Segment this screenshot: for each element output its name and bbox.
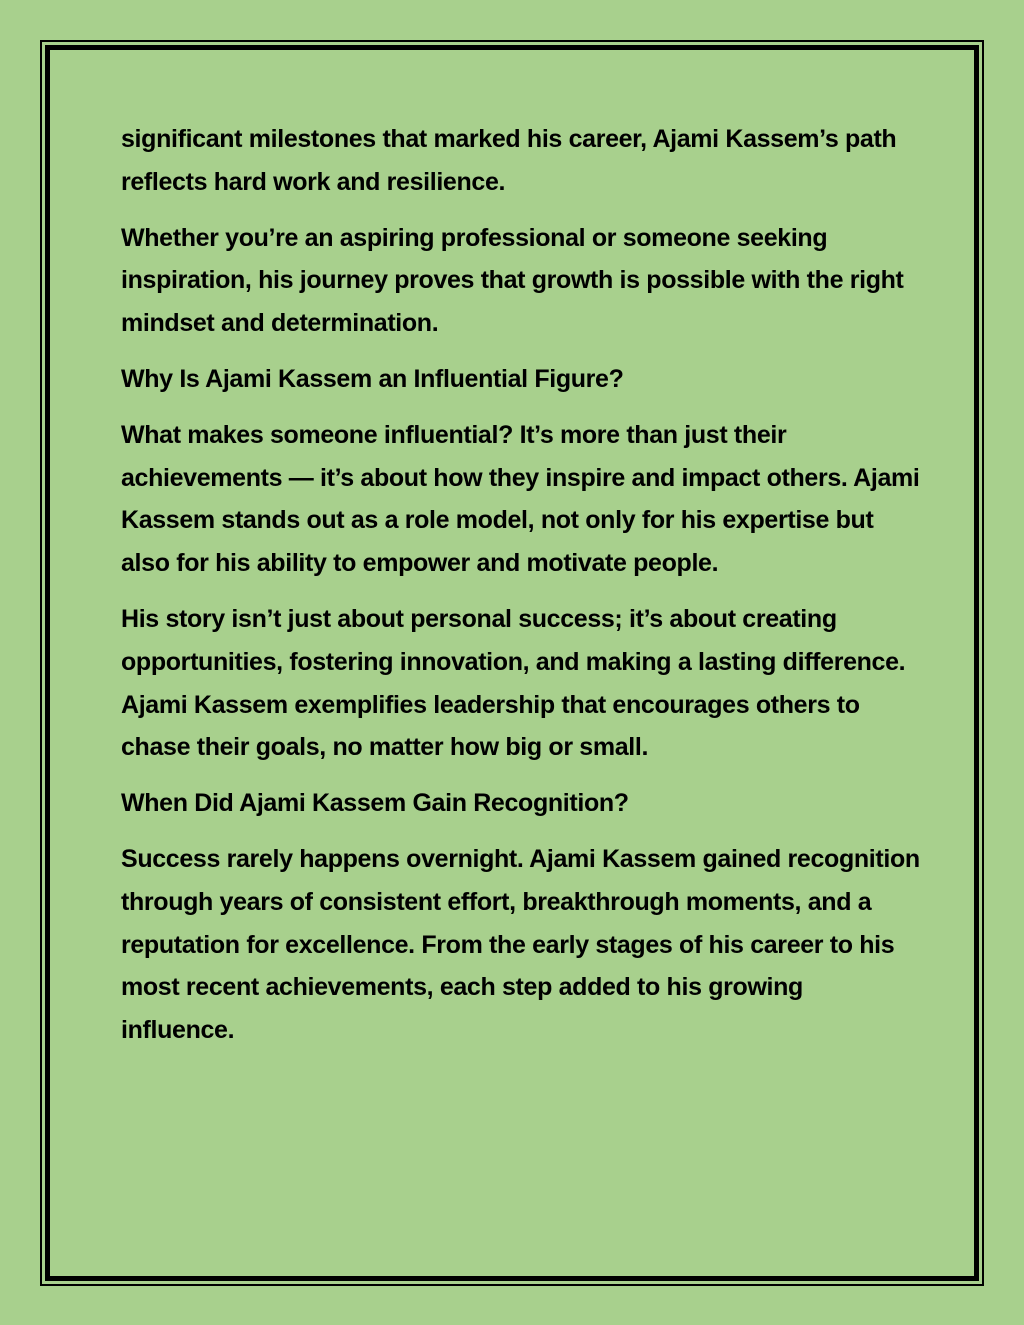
paragraph-inspiration: Whether you’re an aspiring professional or someone seeking inspiration, his journey proves that growth is possible with the right mindset and determination. [121, 223, 904, 338]
paragraph-influence: What makes someone influential? It’s more than just their achievements — it’s about how they inspire and impact others. Ajami Kassem stands out as a role model, not only for his expertise but also for his ability to empower and motivate people. [121, 420, 920, 578]
document-body [121, 118, 921, 1065]
paragraph-milestones: significant milestones that marked his career, Ajami Kassem’s path reflects hard work and resilience. [121, 125, 897, 196]
paragraph-leadership: His story isn’t just about personal success; it’s about creating opportunities, fostering innovation, and making a lasting difference. Ajami Kassem exemplifies leadership that encourages others to chase their goals, no matter how big or small. [121, 604, 906, 762]
heading-recognition: When Did Ajami Kassem Gain Recognition? [121, 789, 629, 818]
paragraph-recognition: Success rarely happens overnight. Ajami Kassem gained recognition through years of consistent effort, breakthrough moments, and a reputation for excellence. From the early stages of his career to his most recent achievements, each step added to his growing influence. [121, 844, 920, 1045]
heading-influential-figure: Why Is Ajami Kassem an Influential Figure? [121, 364, 624, 393]
